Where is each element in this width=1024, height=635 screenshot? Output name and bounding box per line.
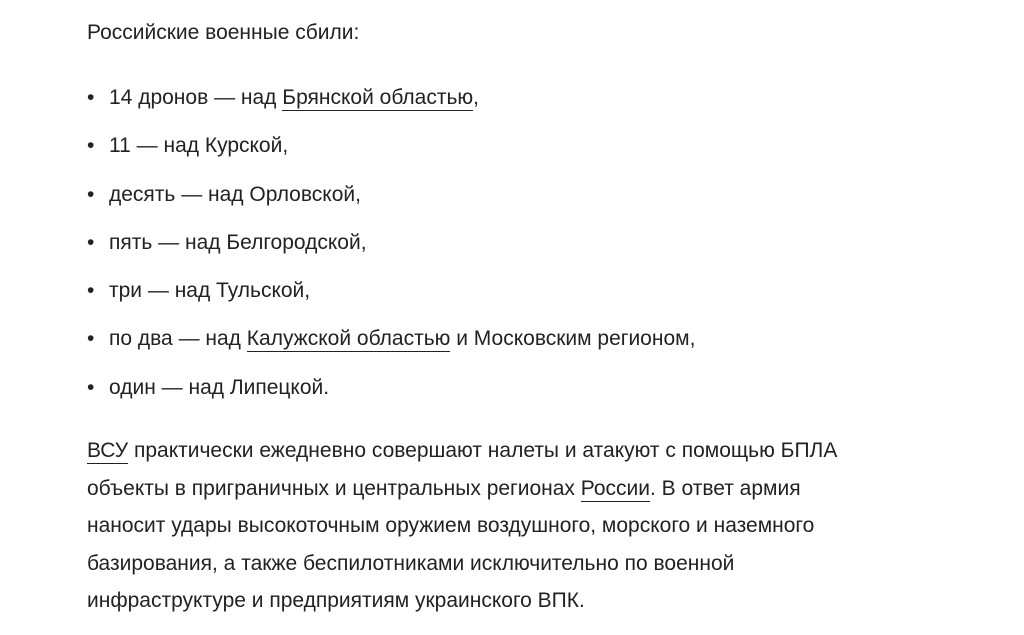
list-item-text: десять — над Орловской,	[109, 182, 361, 206]
link-bryansk-region[interactable]: Брянской областью	[282, 86, 474, 109]
drone-list	[87, 79, 695, 417]
list-item	[87, 320, 695, 368]
paragraph-line: базирования, а также беспилотниками исключительно по военной	[87, 551, 735, 575]
paragraph-text: практически ежедневно совершают налеты и атакуют с помощью БПЛА	[128, 439, 838, 462]
paragraph-text: объекты в приграничных и центральных регионах	[87, 476, 581, 500]
list-item	[87, 176, 695, 224]
list-item	[87, 272, 695, 320]
bullet-icon: •	[87, 327, 95, 351]
list-item-text: 11 — над Курской,	[109, 134, 289, 158]
link-kaluga-region[interactable]: Калужской областью	[246, 327, 451, 351]
bullet-icon: •	[87, 86, 95, 109]
paragraph-line: инфраструктуре и предприятиям украинского ВПК.	[87, 589, 585, 612]
paragraph-text: . В ответ армия	[649, 476, 801, 500]
list-item-text: пять — над Белгородской,	[109, 230, 367, 254]
paragraph	[87, 432, 967, 620]
bullet-icon: •	[87, 279, 95, 303]
link-vsu[interactable]: ВСУ	[87, 439, 129, 462]
list-item	[87, 127, 695, 175]
list-item	[87, 369, 695, 417]
bullet-icon: •	[87, 134, 95, 158]
paragraph-line	[87, 432, 967, 470]
list-item-text: по два — над	[109, 327, 247, 351]
list-item-text: 14 дронов — над	[109, 86, 283, 109]
paragraph-line: наносит удары высокоточным оружием воздушного, морского и наземного	[87, 514, 815, 537]
list-item-text: три — над Тульской,	[109, 279, 311, 303]
link-russia[interactable]: России	[580, 476, 650, 500]
bullet-icon: •	[87, 182, 95, 206]
list-item-text: один — над Липецкой.	[109, 375, 330, 399]
bullet-icon: •	[87, 230, 95, 254]
list-item-text: ,	[473, 86, 479, 109]
paragraph-line	[87, 470, 967, 508]
bullet-icon: •	[87, 375, 95, 399]
list-item-text: и Московским регионом,	[450, 327, 696, 351]
list-item	[87, 79, 695, 127]
list-item	[87, 224, 695, 272]
intro-text: Российские военные сбили:	[87, 21, 360, 44]
